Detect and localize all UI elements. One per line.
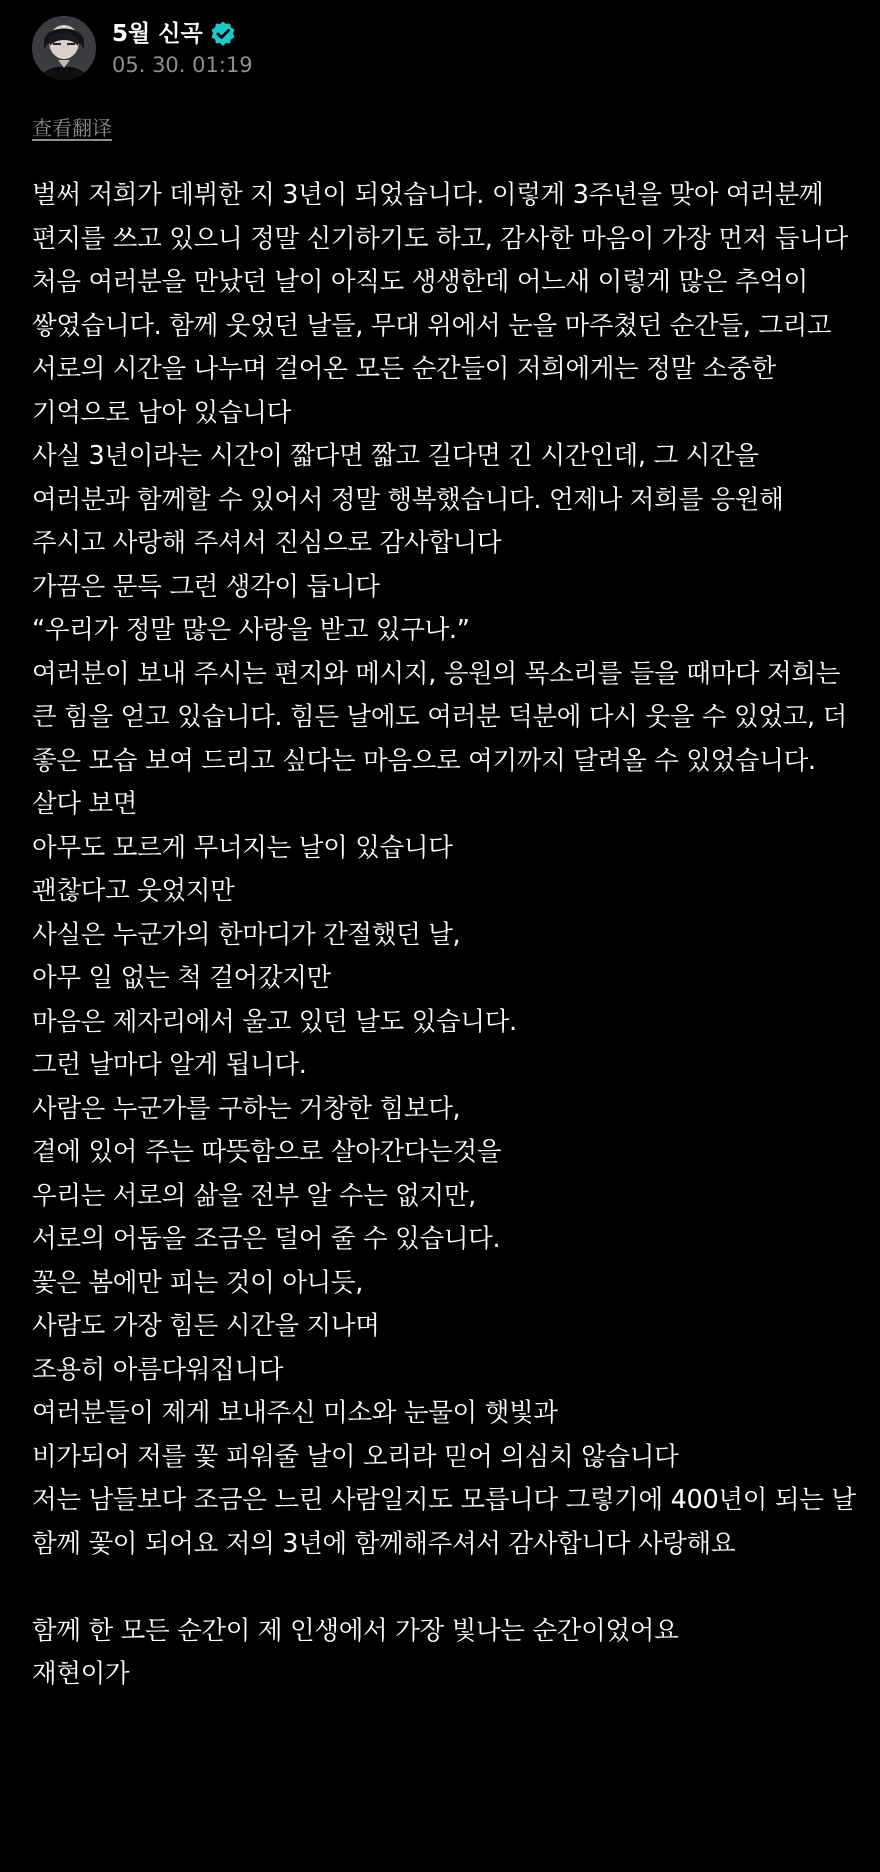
post-meta <box>112 17 253 78</box>
translate-link[interactable]: 查看翻译 <box>32 116 112 140</box>
post-header <box>32 16 253 80</box>
verified-badge-icon <box>209 20 237 48</box>
author-row <box>112 17 253 51</box>
post-body: 벌써 저희가 데뷔한 지 3년이 되었습니다. 이렇게 3주년을 맞아 여러분께 편지를 쓰고 있으니 정말 신기하기도 하고, 감사한 마음이 가장 먼저 듭니다 처음 여러분을 만났던 날이 아직도 생생한데 어느새 이렇게 많은 추억이 쌓였습니다. 함께 웃었던 날들, 무대 위에서 눈을 마주쳤던 순간들, 그리고 서로의 시간을 나누며 걸어온 모든 순간들이 저희에게는 정말 소중한 기억으로 남아 있습니다 사실 3년이라는 시간이 짧다면 짧고 길다면 긴 시간인데, 그 시간을 여러분과 함께할 수 있어서 정말 행복했습니다. 언제나 저희를 응원해 주시고 사랑해 주셔서 진심으로 감사합니다 가끔은 문득 그런 생각이 듭니다 “우리가 정말 많은 사랑을 받고 있구나.” 여러분이 보내 주시는 편지와 메시지, 응원의 목소리를 들을 때마다 저희는 큰 힘을 얻고 있습니다. 힘든 날에도 여러분 덕분에 다시 웃을 수 있었고, 더 좋은 모습 보여 드리고 싶다는 마음으로 여기까지 달려올 수 있었습니다. 살다 보면 아무도 모르게 무너지는 날이 있습니다 괜찮다고 웃었지만 사실은 누군가의 한마디가 간절했던 날, 아무 일 없는 척 걸어갔지만 마음은 제자리에서 울고 있던 날도 있습니다. 그런 날마다 알게 됩니다. 사람은 누군가를 구하는 거창한 힘보다, 곁에 있어 주는 따뜻함으로 살아간다는것을 우리는 서로의 삶을 전부 알 수는 없지만, 서로의 어둠을 조금은 덜어 줄 수 있습니다. 꽃은 봄에만 피는 것이 아니듯, 사람도 가장 힘든 시간을 지나며 조용히 아름다워집니다 여러분들이 제게 보내주신 미소와 눈물이 햇빛과 비가되어 저를 꽃 피워줄 날이 오리라 믿어 의심치 않습니다 저는 남들보다 조금은 느린 사람일지도 모릅니다 그렇기에 400년이 되는 날 함께 꽃이 되어요 저의 3년에 함께해주셔서 감사합니다 사랑해요 함께 한 모든 순간이 제 인생에서 가장 빛나는 순간이었어요 재현이가 <box>32 180 856 1689</box>
author-name[interactable]: 5월 신곡 <box>112 20 203 47</box>
post-timestamp: 05. 30. 01:19 <box>112 53 253 78</box>
avatar-image <box>32 16 96 80</box>
avatar[interactable] <box>32 16 96 80</box>
